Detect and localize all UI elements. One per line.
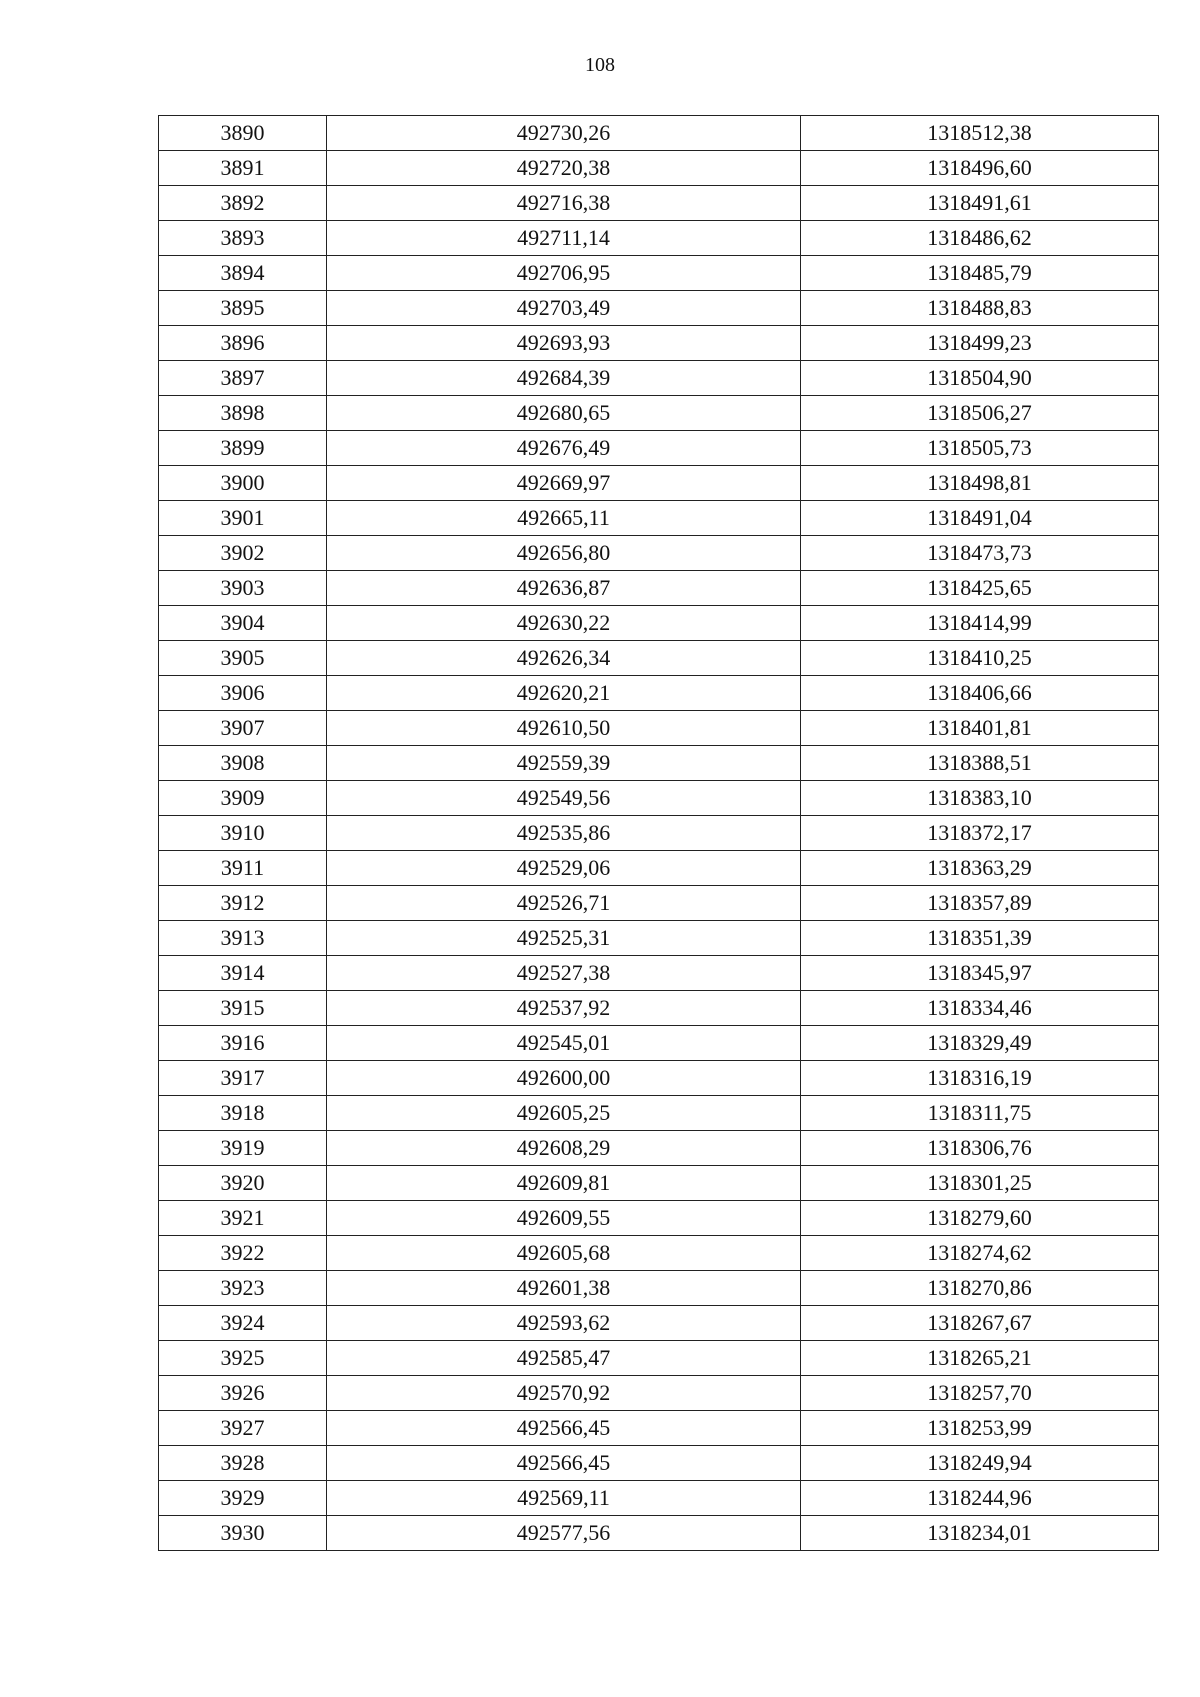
point-number-cell: 3905: [159, 641, 327, 676]
table-row: [159, 501, 1159, 536]
x-coordinate-cell: 492609,55: [327, 1201, 801, 1236]
x-coordinate-cell: 492569,11: [327, 1481, 801, 1516]
point-number-cell: 3902: [159, 536, 327, 571]
point-number-cell: 3908: [159, 746, 327, 781]
table-row: [159, 1166, 1159, 1201]
point-number-cell: 3906: [159, 676, 327, 711]
y-coordinate-cell: 1318486,62: [801, 221, 1159, 256]
table-row: [159, 1026, 1159, 1061]
point-number-cell: 3892: [159, 186, 327, 221]
point-number-cell: 3909: [159, 781, 327, 816]
table-row: [159, 186, 1159, 221]
point-number-cell: 3891: [159, 151, 327, 186]
y-coordinate-cell: 1318414,99: [801, 606, 1159, 641]
x-coordinate-cell: 492669,97: [327, 466, 801, 501]
x-coordinate-cell: 492545,01: [327, 1026, 801, 1061]
table-row: [159, 466, 1159, 501]
table-row: [159, 221, 1159, 256]
point-number-cell: 3927: [159, 1411, 327, 1446]
y-coordinate-cell: 1318316,19: [801, 1061, 1159, 1096]
y-coordinate-cell: 1318249,94: [801, 1446, 1159, 1481]
y-coordinate-cell: 1318306,76: [801, 1131, 1159, 1166]
table-row: [159, 151, 1159, 186]
y-coordinate-cell: 1318265,21: [801, 1341, 1159, 1376]
coordinates-table-body: [159, 116, 1159, 1551]
table-row: [159, 1061, 1159, 1096]
x-coordinate-cell: 492665,11: [327, 501, 801, 536]
table-row: [159, 1481, 1159, 1516]
x-coordinate-cell: 492676,49: [327, 431, 801, 466]
table-row: [159, 921, 1159, 956]
table-row: [159, 956, 1159, 991]
x-coordinate-cell: 492620,21: [327, 676, 801, 711]
x-coordinate-cell: 492605,25: [327, 1096, 801, 1131]
point-number-cell: 3901: [159, 501, 327, 536]
x-coordinate-cell: 492608,29: [327, 1131, 801, 1166]
x-coordinate-cell: 492601,38: [327, 1271, 801, 1306]
y-coordinate-cell: 1318485,79: [801, 256, 1159, 291]
point-number-cell: 3930: [159, 1516, 327, 1551]
page-number: 108: [585, 54, 615, 76]
table-row: [159, 1446, 1159, 1481]
y-coordinate-cell: 1318372,17: [801, 816, 1159, 851]
y-coordinate-cell: 1318488,83: [801, 291, 1159, 326]
x-coordinate-cell: 492711,14: [327, 221, 801, 256]
point-number-cell: 3915: [159, 991, 327, 1026]
x-coordinate-cell: 492703,49: [327, 291, 801, 326]
y-coordinate-cell: 1318244,96: [801, 1481, 1159, 1516]
x-coordinate-cell: 492720,38: [327, 151, 801, 186]
x-coordinate-cell: 492626,34: [327, 641, 801, 676]
y-coordinate-cell: 1318351,39: [801, 921, 1159, 956]
y-coordinate-cell: 1318345,97: [801, 956, 1159, 991]
table-row: [159, 1271, 1159, 1306]
table-row: [159, 291, 1159, 326]
point-number-cell: 3911: [159, 851, 327, 886]
point-number-cell: 3924: [159, 1306, 327, 1341]
point-number-cell: 3913: [159, 921, 327, 956]
y-coordinate-cell: 1318499,23: [801, 326, 1159, 361]
point-number-cell: 3903: [159, 571, 327, 606]
table-row: [159, 431, 1159, 466]
point-number-cell: 3900: [159, 466, 327, 501]
x-coordinate-cell: 492636,87: [327, 571, 801, 606]
table-row: [159, 536, 1159, 571]
point-number-cell: 3896: [159, 326, 327, 361]
x-coordinate-cell: 492716,38: [327, 186, 801, 221]
x-coordinate-cell: 492706,95: [327, 256, 801, 291]
x-coordinate-cell: 492559,39: [327, 746, 801, 781]
table-row: [159, 886, 1159, 921]
point-number-cell: 3890: [159, 116, 327, 151]
point-number-cell: 3895: [159, 291, 327, 326]
y-coordinate-cell: 1318406,66: [801, 676, 1159, 711]
x-coordinate-cell: 492610,50: [327, 711, 801, 746]
y-coordinate-cell: 1318253,99: [801, 1411, 1159, 1446]
point-number-cell: 3898: [159, 396, 327, 431]
x-coordinate-cell: 492537,92: [327, 991, 801, 1026]
point-number-cell: 3920: [159, 1166, 327, 1201]
x-coordinate-cell: 492630,22: [327, 606, 801, 641]
y-coordinate-cell: 1318234,01: [801, 1516, 1159, 1551]
table-row: [159, 1131, 1159, 1166]
table-row: [159, 676, 1159, 711]
coordinates-table: [158, 115, 1159, 1551]
table-row: [159, 746, 1159, 781]
y-coordinate-cell: 1318257,70: [801, 1376, 1159, 1411]
table-row: [159, 1306, 1159, 1341]
point-number-cell: 3928: [159, 1446, 327, 1481]
x-coordinate-cell: 492680,65: [327, 396, 801, 431]
y-coordinate-cell: 1318274,62: [801, 1236, 1159, 1271]
point-number-cell: 3912: [159, 886, 327, 921]
table-row: [159, 1516, 1159, 1551]
table-row: [159, 781, 1159, 816]
x-coordinate-cell: 492730,26: [327, 116, 801, 151]
table-row: [159, 396, 1159, 431]
table-row: [159, 326, 1159, 361]
x-coordinate-cell: 492600,00: [327, 1061, 801, 1096]
y-coordinate-cell: 1318357,89: [801, 886, 1159, 921]
point-number-cell: 3917: [159, 1061, 327, 1096]
y-coordinate-cell: 1318425,65: [801, 571, 1159, 606]
table-row: [159, 1376, 1159, 1411]
y-coordinate-cell: 1318491,61: [801, 186, 1159, 221]
table-row: [159, 816, 1159, 851]
point-number-cell: 3918: [159, 1096, 327, 1131]
table-row: [159, 1341, 1159, 1376]
y-coordinate-cell: 1318496,60: [801, 151, 1159, 186]
x-coordinate-cell: 492535,86: [327, 816, 801, 851]
point-number-cell: 3894: [159, 256, 327, 291]
point-number-cell: 3893: [159, 221, 327, 256]
y-coordinate-cell: 1318410,25: [801, 641, 1159, 676]
y-coordinate-cell: 1318505,73: [801, 431, 1159, 466]
table-row: [159, 711, 1159, 746]
y-coordinate-cell: 1318301,25: [801, 1166, 1159, 1201]
x-coordinate-cell: 492529,06: [327, 851, 801, 886]
y-coordinate-cell: 1318270,86: [801, 1271, 1159, 1306]
table-row: [159, 606, 1159, 641]
y-coordinate-cell: 1318504,90: [801, 361, 1159, 396]
point-number-cell: 3899: [159, 431, 327, 466]
point-number-cell: 3919: [159, 1131, 327, 1166]
table-row: [159, 1411, 1159, 1446]
table-row: [159, 991, 1159, 1026]
y-coordinate-cell: 1318334,46: [801, 991, 1159, 1026]
x-coordinate-cell: 492526,71: [327, 886, 801, 921]
table-row: [159, 256, 1159, 291]
x-coordinate-cell: 492566,45: [327, 1411, 801, 1446]
x-coordinate-cell: 492577,56: [327, 1516, 801, 1551]
point-number-cell: 3929: [159, 1481, 327, 1516]
point-number-cell: 3907: [159, 711, 327, 746]
x-coordinate-cell: 492570,92: [327, 1376, 801, 1411]
x-coordinate-cell: 492585,47: [327, 1341, 801, 1376]
x-coordinate-cell: 492684,39: [327, 361, 801, 396]
x-coordinate-cell: 492527,38: [327, 956, 801, 991]
y-coordinate-cell: 1318401,81: [801, 711, 1159, 746]
y-coordinate-cell: 1318363,29: [801, 851, 1159, 886]
table-row: [159, 641, 1159, 676]
point-number-cell: 3904: [159, 606, 327, 641]
x-coordinate-cell: 492605,68: [327, 1236, 801, 1271]
table-row: [159, 571, 1159, 606]
table-row: [159, 1096, 1159, 1131]
x-coordinate-cell: 492593,62: [327, 1306, 801, 1341]
point-number-cell: 3916: [159, 1026, 327, 1061]
y-coordinate-cell: 1318383,10: [801, 781, 1159, 816]
table-row: [159, 361, 1159, 396]
y-coordinate-cell: 1318329,49: [801, 1026, 1159, 1061]
x-coordinate-cell: 492566,45: [327, 1446, 801, 1481]
y-coordinate-cell: 1318498,81: [801, 466, 1159, 501]
point-number-cell: 3910: [159, 816, 327, 851]
table-row: [159, 1236, 1159, 1271]
x-coordinate-cell: 492609,81: [327, 1166, 801, 1201]
y-coordinate-cell: 1318388,51: [801, 746, 1159, 781]
y-coordinate-cell: 1318311,75: [801, 1096, 1159, 1131]
x-coordinate-cell: 492525,31: [327, 921, 801, 956]
table-row: [159, 116, 1159, 151]
table-row: [159, 1201, 1159, 1236]
y-coordinate-cell: 1318279,60: [801, 1201, 1159, 1236]
point-number-cell: 3926: [159, 1376, 327, 1411]
point-number-cell: 3897: [159, 361, 327, 396]
point-number-cell: 3914: [159, 956, 327, 991]
y-coordinate-cell: 1318267,67: [801, 1306, 1159, 1341]
point-number-cell: 3925: [159, 1341, 327, 1376]
point-number-cell: 3921: [159, 1201, 327, 1236]
x-coordinate-cell: 492549,56: [327, 781, 801, 816]
x-coordinate-cell: 492693,93: [327, 326, 801, 361]
y-coordinate-cell: 1318512,38: [801, 116, 1159, 151]
point-number-cell: 3923: [159, 1271, 327, 1306]
y-coordinate-cell: 1318491,04: [801, 501, 1159, 536]
y-coordinate-cell: 1318473,73: [801, 536, 1159, 571]
x-coordinate-cell: 492656,80: [327, 536, 801, 571]
y-coordinate-cell: 1318506,27: [801, 396, 1159, 431]
table-row: [159, 851, 1159, 886]
point-number-cell: 3922: [159, 1236, 327, 1271]
